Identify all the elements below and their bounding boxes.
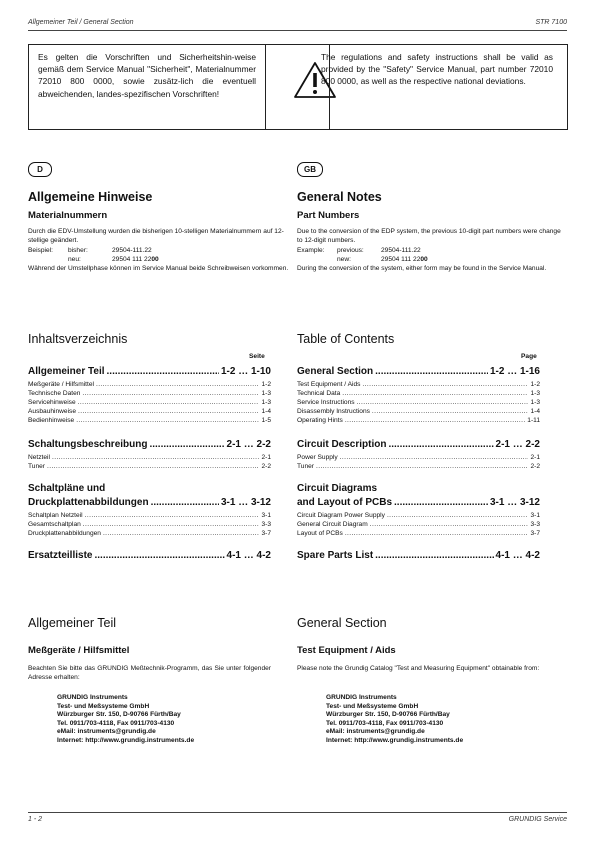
- section-subtitle-de: Meßgeräte / Hilfsmittel: [28, 645, 130, 656]
- notice-divider-left: [265, 45, 266, 129]
- toc-page-label-en: Page: [521, 353, 537, 360]
- toc-section-3-heading-en: Circuit Diagrams: [297, 483, 378, 494]
- notes-outro-en: During the conversion of the system, either form may be found in the Service Manual.: [297, 265, 547, 273]
- notice-text-de: Es gelten die Vorschriften und Sicherheitshin-weise gemäß dem Service Manual "Sicherheit", Materialnummer 72010 800 0000, sowie zusätz-lich die eventuell abweichenden, landes-spezifischen Vorschriften!: [38, 52, 256, 99]
- toc-item[interactable]: Meßgeräte / Hilfsmittel ..... 1-2: [28, 381, 271, 390]
- notes-title-en: General Notes: [297, 190, 382, 204]
- notice-text-en: The regulations and safety instructions shall be valid as provided by the "Safety" Service Manual, part number 72010 800 0000, as well as the respective national deviations.: [321, 52, 553, 87]
- notes-title-de: Allgemeine Hinweise: [28, 190, 153, 204]
- example-row-1-en: [297, 246, 567, 255]
- language-badge-de: D: [28, 162, 52, 177]
- footer-brand: GRUNDIG Service: [508, 816, 567, 823]
- example-key-2-de: neu:: [68, 255, 81, 263]
- example-key-1-de: bisher:: [68, 246, 88, 254]
- toc-section-4-en[interactable]: Spare Parts List ..... 4-1 … 4-2: [297, 550, 540, 561]
- toc-item[interactable]: Technische Daten ..... 1-3: [28, 390, 271, 399]
- toc-item[interactable]: Service Instructions ..... 1-3: [297, 399, 540, 408]
- toc-section-1-en[interactable]: General Section ..... 1-2 … 1-16: [297, 366, 540, 377]
- safety-notice: [28, 44, 568, 130]
- toc-section-3-heading-de: Schaltpläne und: [28, 483, 106, 494]
- language-badge-gb: GB: [297, 162, 323, 177]
- example-value-1-en: 29504-111.22: [381, 246, 421, 254]
- section-title-de: Allgemeiner Teil: [28, 616, 117, 630]
- toc-item[interactable]: Netzteil ..... 2-1: [28, 454, 271, 463]
- page-header-right: STR 7100: [535, 19, 567, 26]
- notes-subtitle-de: Materialnummern: [28, 210, 108, 221]
- toc-item[interactable]: Tuner ..... 2-2: [297, 463, 540, 472]
- notes-de: [28, 190, 298, 273]
- toc-section-pages: 1-2 … 1-10: [220, 366, 271, 377]
- toc-item[interactable]: Servicehinweise ..... 1-3: [28, 399, 271, 408]
- toc-item[interactable]: Tuner ..... 2-2: [28, 463, 271, 472]
- toc-item[interactable]: Gesamtschaltplan ..... 3-3: [28, 521, 271, 530]
- toc-item[interactable]: Druckplattenabbildungen ..... 3-7: [28, 530, 271, 539]
- example-row-1-de: [28, 246, 298, 255]
- toc-item[interactable]: Technical Data ..... 1-3: [297, 390, 540, 399]
- section-subtitle-en: Test Equipment / Aids: [297, 645, 396, 656]
- example-value-1-de: 29504-111.22: [112, 246, 152, 254]
- example-row-2-de: [28, 255, 298, 264]
- toc-section-2-en[interactable]: Circuit Description ..... 2-1 … 2-2: [297, 439, 540, 450]
- example-key-2-en: new:: [337, 255, 351, 263]
- section-title-en: General Section: [297, 616, 387, 630]
- toc-item[interactable]: Schaltplan Netzteil ..... 3-1: [28, 512, 271, 521]
- notes-subtitle-en: Part Numbers: [297, 210, 360, 221]
- toc-item[interactable]: Operating Hints ..... 1-11: [297, 417, 540, 426]
- toc-item[interactable]: Ausbauhinweise ..... 1-4: [28, 408, 271, 417]
- example-row-2-en: [297, 255, 567, 264]
- toc-section-3-en[interactable]: and Layout of PCBs ..... 3-1 … 3-12: [297, 497, 540, 508]
- notes-outro-de: Während der Umstellphase können im Service Manual beide Schreibweisen vorkommen.: [28, 265, 289, 273]
- toc-section-2-de[interactable]: Schaltungsbeschreibung ..... 2-1 … 2-2: [28, 439, 271, 450]
- toc-item[interactable]: Layout of PCBs ..... 3-7: [297, 530, 540, 539]
- address-block-de: GRUNDIG Instruments Test- und Meßsysteme GmbH Würzburger Str. 150, D-90766 Fürth/Bay Tel. 0911/703-4118, Fax 0911/703-4130 eMail: instruments@grundig.de Internet: http://www.grundig.instruments.de: [57, 694, 195, 744]
- notes-en: [297, 190, 567, 273]
- example-value-2-en: 29504 111 2200: [381, 255, 428, 263]
- address-block-en: GRUNDIG Instruments Test- und Meßsysteme GmbH Würzburger Str. 150, D-90766 Fürth/Bay Tel. 0911/703-4118, Fax 0911/703-4130 eMail: instruments@grundig.de Internet: http://www.grundig.instruments.de: [326, 694, 464, 744]
- toc-section-1-de[interactable]: [28, 366, 271, 377]
- toc-item[interactable]: Test Equipment / Aids ..... 1-2: [297, 381, 540, 390]
- notes-intro-en: Due to the conversion of the EDP system, the previous 10-digit part numbers were change to 12-digit numbers.: [297, 228, 561, 245]
- section-text-en: Please note the Grundig Catalog "Test and Measuring Equipment" obtainable from:: [297, 665, 540, 672]
- footer-rule: [28, 812, 567, 813]
- example-key-1-en: previous:: [337, 246, 364, 254]
- toc-section-title: Allgemeiner Teil: [28, 366, 105, 377]
- toc-title-en: Table of Contents: [297, 332, 395, 346]
- toc-item[interactable]: Circuit Diagram Power Supply ..... 3-1: [297, 512, 540, 521]
- toc-page-label-de: Seite: [249, 353, 265, 360]
- toc-item[interactable]: General Circuit Diagram ..... 3-3: [297, 521, 540, 530]
- example-label-en: Example:: [297, 246, 325, 254]
- section-text-de: Beachten Sie bitte das GRUNDIG Meßtechnik-Programm, das Sie unter folgender Adresse erhalten:: [28, 665, 271, 682]
- example-value-2-de: 29504 111 2200: [112, 255, 159, 263]
- toc-item[interactable]: Power Supply ..... 2-1: [297, 454, 540, 463]
- toc-title-de: Inhaltsverzeichnis: [28, 332, 128, 346]
- page-number: 1 - 2: [28, 816, 43, 823]
- header-rule: [28, 30, 567, 31]
- toc-item[interactable]: Disassembly Instructions ..... 1-4: [297, 408, 540, 417]
- example-label-de: Beispiel:: [28, 246, 53, 254]
- toc-item[interactable]: Bedienhinweise ..... 1-5: [28, 417, 271, 426]
- toc-section-4-de[interactable]: Ersatzteilliste ..... 4-1 … 4-2: [28, 550, 271, 561]
- notes-intro-de: Durch die EDV-Umstellung wurden die bisherigen 10-stelligen Materialnummern auf 12-stellige geändert.: [28, 228, 284, 245]
- page-header-left: Allgemeiner Teil / General Section: [28, 19, 134, 26]
- toc-section-3-de[interactable]: Druckplattenabbildungen ..... 3-1 … 3-12: [28, 497, 271, 508]
